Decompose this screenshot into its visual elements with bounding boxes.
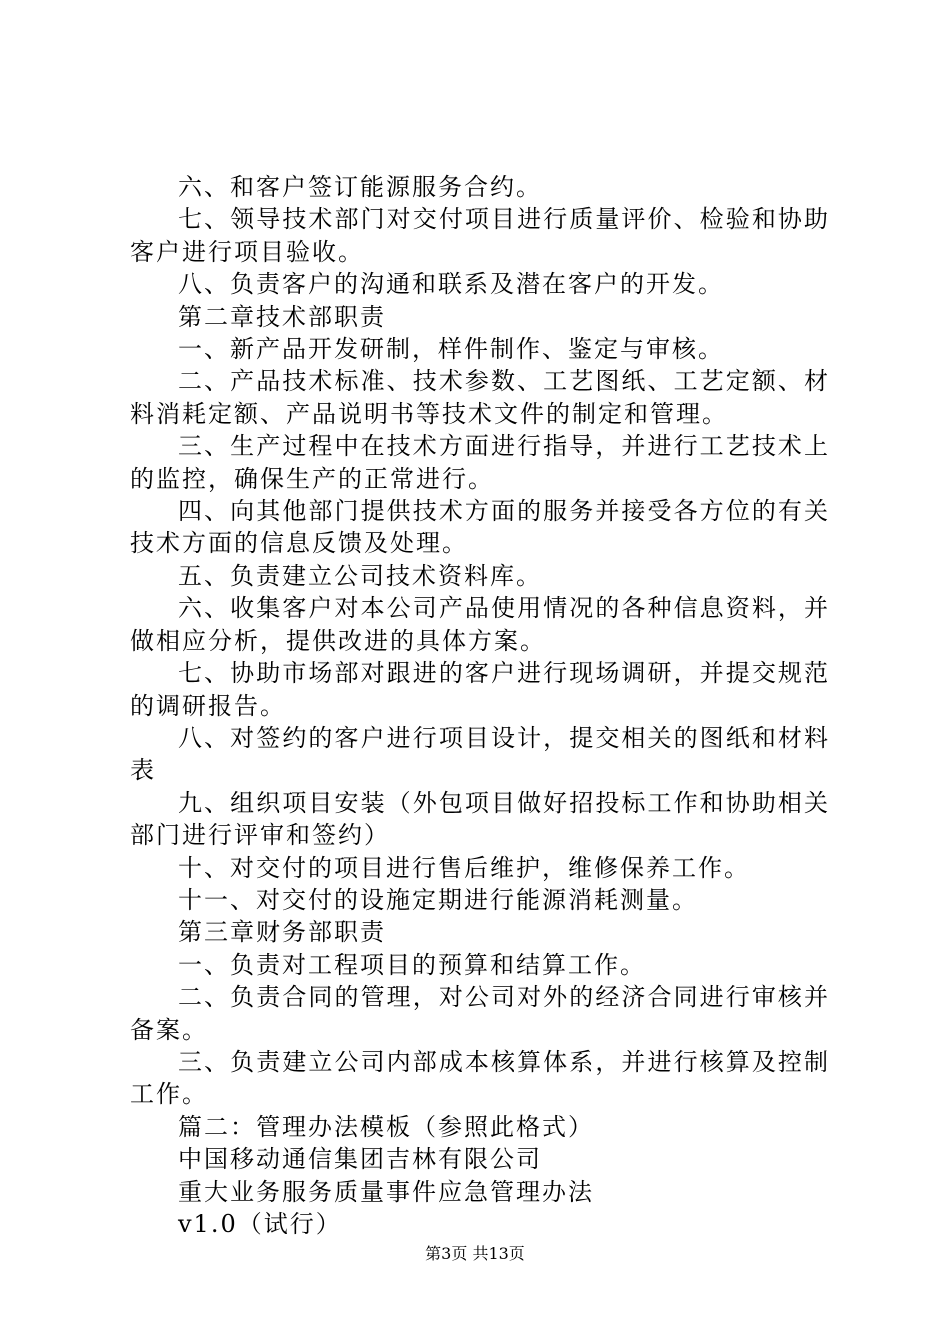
paragraph: 三、负责建立公司内部成本核算体系，并进行核算及控制工作。 <box>130 1047 830 1109</box>
chapter-heading: 第二章技术部职责 <box>178 302 386 331</box>
paragraph: 二、产品技术标准、技术参数、工艺图纸、工艺定额、材料消耗定额、产品说明书等技术文件的制定和管理。 <box>130 367 830 428</box>
paragraph: 七、协助市场部对跟进的客户进行现场调研，并提交规范的调研报告。 <box>130 659 830 720</box>
paragraph: 六、和客户签订能源服务合约。 <box>178 173 542 201</box>
page-number: 第3页 共13页 <box>425 1244 525 1263</box>
paragraph: 三、生产过程中在技术方面进行指导，并进行工艺技术上的监控，确保生产的正常进行。 <box>130 432 830 493</box>
section-heading: 篇二：管理办法模板（参照此格式） <box>178 1112 594 1141</box>
chapter-heading: 第三章财务部职责 <box>178 918 386 947</box>
paragraph: 五、负责建立公司技术资料库。 <box>178 561 542 590</box>
paragraph: 四、向其他部门提供技术方面的服务并接受各方位的有关技术方面的信息反馈及处理。 <box>130 497 830 558</box>
paragraph: 二、负责合同的管理，对公司对外的经济合同进行审核并备案。 <box>130 983 830 1044</box>
paragraph: 八、对签约的客户进行项目设计，提交相关的图纸和材料表 <box>130 723 830 785</box>
paragraph: 十一、对交付的设施定期进行能源消耗测量。 <box>178 885 698 914</box>
paragraph: 六、收集客户对本公司产品使用情况的各种信息资料，并做相应分析，提供改进的具体方案。 <box>130 594 830 655</box>
version-label: v1.0（试行） <box>178 1210 342 1238</box>
paragraph: 一、负责对工程项目的预算和结算工作。 <box>178 950 646 979</box>
company-name: 中国移动通信集团吉林有限公司 <box>178 1145 542 1174</box>
paragraph: 十、对交付的项目进行售后维护，维修保养工作。 <box>178 853 750 882</box>
paragraph: 九、组织项目安装（外包项目做好招投标工作和协助相关部门进行评审和签约） <box>130 788 830 850</box>
page-footer <box>0 1243 950 1265</box>
document-title: 重大业务服务质量事件应急管理办法 <box>178 1177 594 1206</box>
paragraph: 八、负责客户的沟通和联系及潜在客户的开发。 <box>178 270 724 299</box>
paragraph: 七、领导技术部门对交付项目进行质量评价、检验和协助客户进行项目验收。 <box>130 205 830 266</box>
paragraph: 一、新产品开发研制，样件制作、鉴定与审核。 <box>178 335 724 364</box>
document-body <box>130 171 830 1240</box>
